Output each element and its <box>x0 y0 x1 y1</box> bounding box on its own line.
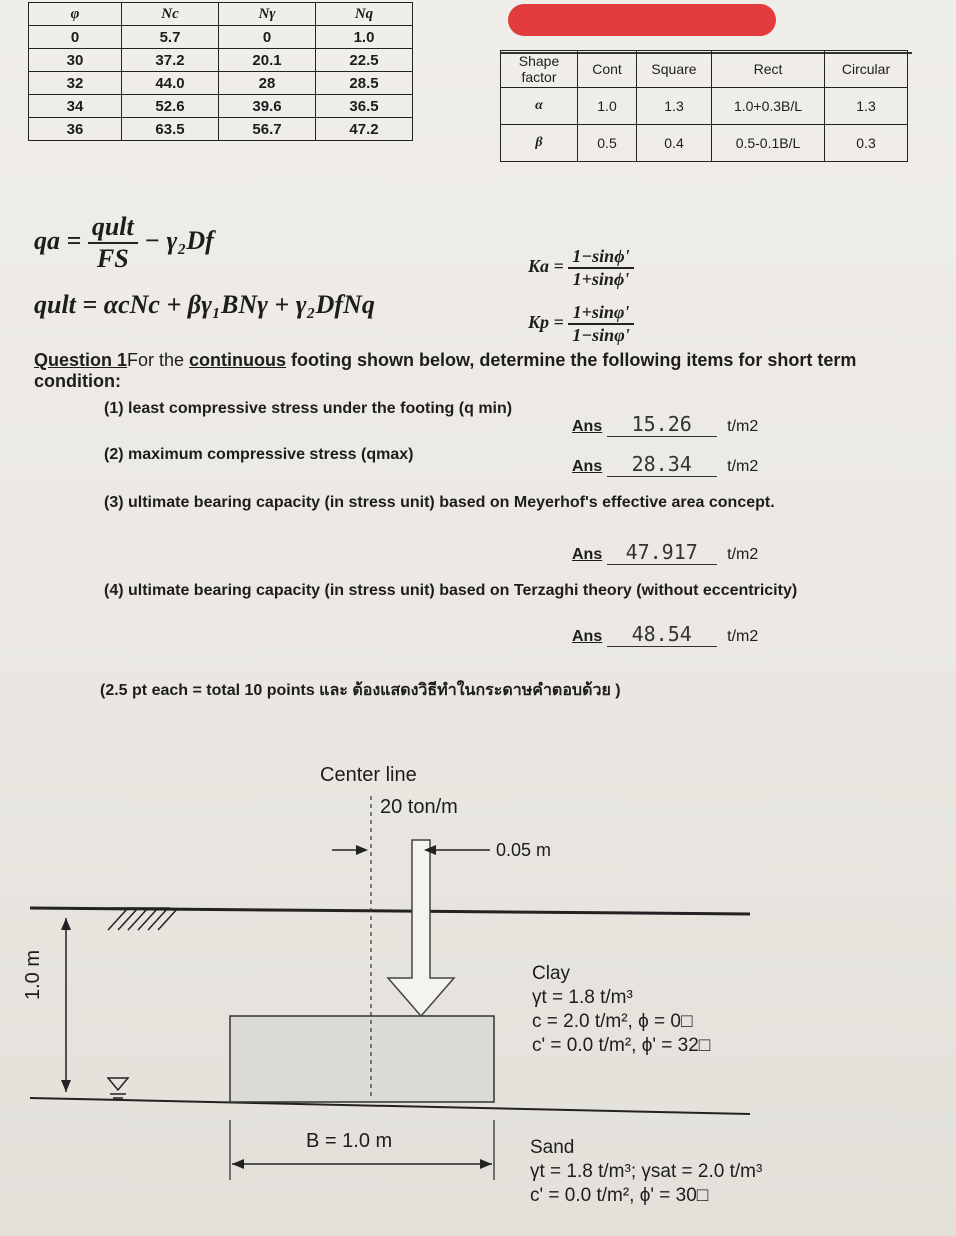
center-line-label: Center line <box>320 764 417 786</box>
table-cell: 28 <box>219 72 316 95</box>
qa-tail: − γ₂Df <box>144 225 214 255</box>
table-cell: 0.5-0.1B/L <box>712 125 825 162</box>
kp-fraction <box>568 302 633 346</box>
table-cell: 32 <box>29 72 122 95</box>
item-1-text: (1) least compressive stress under the footing (q min) <box>104 400 513 417</box>
table-header-row <box>501 51 908 88</box>
table-cell: 37.2 <box>122 49 219 72</box>
table-cell: 20.1 <box>219 49 316 72</box>
table-row <box>29 72 413 95</box>
table-cell: α <box>501 88 578 125</box>
points-note: (2.5 pt each = total 10 points และ ต้องแสดงวิธีทำในกระดาษคำตอบด้วย ) <box>100 682 621 699</box>
shape-factor-table <box>500 50 908 162</box>
clay-unit-weight: γt = 1.8 t/m³ <box>532 987 633 1008</box>
answer-value: 15.26 <box>607 412 717 437</box>
intro-pre: For the <box>127 350 190 370</box>
table-cell: 36 <box>29 118 122 141</box>
load-arrow-icon <box>388 840 454 1016</box>
table-cell: 28.5 <box>316 72 413 95</box>
question-label: Question 1 <box>34 350 128 370</box>
unit-label: t/m2 <box>727 546 759 563</box>
table-header: Nc <box>122 3 219 26</box>
clay-properties <box>532 962 710 1058</box>
table-cell: 39.6 <box>219 95 316 118</box>
table-cell: 0.4 <box>637 125 712 162</box>
ground-hatch-icon <box>108 908 178 930</box>
table-cell: 36.5 <box>316 95 413 118</box>
item-4-text: (4) ultimate bearing capacity (in stress unit) based on Terzaghi theory (without eccentricity) <box>104 582 798 599</box>
table-row <box>29 49 413 72</box>
ans-label: Ans <box>572 546 603 563</box>
ka-formula <box>528 246 634 290</box>
intro-post: footing shown below, determine the following items for short term condition: <box>34 350 857 391</box>
table-cell: 47.2 <box>316 118 413 141</box>
table-row <box>29 118 413 141</box>
arrow-left-icon <box>232 1159 244 1169</box>
table-cell: 52.6 <box>122 95 219 118</box>
clay-effective-strength: c' = 0.0 t/m², ϕ' = 32□ <box>532 1035 711 1056</box>
table-header: Shape factor <box>501 51 578 88</box>
arrow-down-icon <box>61 1080 71 1092</box>
qa-lhs: qa = <box>34 225 82 255</box>
redaction-mark <box>508 4 776 36</box>
item-1-answer <box>572 412 758 437</box>
ans-label: Ans <box>572 628 603 645</box>
kp-lhs: Kp = <box>528 312 564 333</box>
arrow-right-icon <box>480 1159 492 1169</box>
kp-numerator: 1+sinφ' <box>568 302 633 325</box>
table-row <box>29 26 413 49</box>
arrow-right-icon <box>356 845 368 855</box>
kp-formula <box>528 302 634 346</box>
item-3-text: (3) ultimate bearing capacity (in stress unit) based on Meyerhof's effective area concept. <box>104 494 775 511</box>
table-row <box>501 125 908 162</box>
table-header: Cont <box>578 51 637 88</box>
ans-label: Ans <box>572 418 603 435</box>
table-cell: 56.7 <box>219 118 316 141</box>
ka-lhs: Ka = <box>528 256 564 277</box>
footing-block <box>230 1016 494 1102</box>
table-cell: 1.0+0.3B/L <box>712 88 825 125</box>
sand-unit-weight: γt = 1.8 t/m³; γsat = 2.0 t/m³ <box>530 1161 763 1182</box>
question-intro <box>34 350 944 392</box>
load-label: 20 ton/m <box>380 796 458 818</box>
qa-numerator: qult <box>88 212 138 244</box>
qa-denominator: FS <box>96 244 129 273</box>
clay-title: Clay <box>532 963 571 984</box>
table-cell: 0.3 <box>825 125 908 162</box>
qult-formula: qult = αcNc + βγ₁BNγ + γ₂DfNq <box>34 290 375 319</box>
water-table-icon <box>108 1078 128 1098</box>
ka-numerator: 1−sinϕ' <box>568 246 633 269</box>
table-cell: 1.3 <box>637 88 712 125</box>
table-cell: β <box>501 125 578 162</box>
depth-label: 1.0 m <box>22 949 44 1000</box>
sand-effective-strength: c' = 0.0 t/m², ϕ' = 30□ <box>530 1185 709 1206</box>
qa-formula <box>34 212 214 274</box>
table-cell: 0.5 <box>578 125 637 162</box>
table-cell: 22.5 <box>316 49 413 72</box>
item-2-answer <box>572 452 758 477</box>
table-header: Nq <box>316 3 413 26</box>
item-3-answer <box>572 540 758 565</box>
answer-value: 28.34 <box>607 452 717 477</box>
eccentricity-label: 0.05 m <box>496 840 552 860</box>
unit-label: t/m2 <box>727 418 759 435</box>
table-row <box>29 95 413 118</box>
ans-label: Ans <box>572 458 603 475</box>
table-header: Rect <box>712 51 825 88</box>
ka-denominator: 1+sinϕ' <box>572 269 630 289</box>
table-row <box>501 88 908 125</box>
unit-label: t/m2 <box>727 628 759 645</box>
answer-value: 47.917 <box>607 540 717 565</box>
item-4-answer <box>572 622 758 647</box>
table-header: φ <box>29 3 122 26</box>
table-header: Circular <box>825 51 908 88</box>
arrow-up-icon <box>61 918 71 930</box>
table-cell: 30 <box>29 49 122 72</box>
width-label: B = 1.0 m <box>306 1130 393 1152</box>
table-header-row <box>29 3 413 26</box>
table-header: Nγ <box>219 3 316 26</box>
answer-value: 48.54 <box>607 622 717 647</box>
table-cell: 0 <box>29 26 122 49</box>
table-header: Square <box>637 51 712 88</box>
table-cell: 0 <box>219 26 316 49</box>
kp-denominator: 1−sinφ' <box>572 325 630 345</box>
ka-fraction <box>568 246 633 290</box>
table-cell: 34 <box>29 95 122 118</box>
table-cell: 63.5 <box>122 118 219 141</box>
intro-emphasis: continuous <box>189 350 287 370</box>
table-cell: 44.0 <box>122 72 219 95</box>
unit-label: t/m2 <box>727 458 759 475</box>
table-cell: 1.0 <box>578 88 637 125</box>
table-cell: 1.3 <box>825 88 908 125</box>
footing-diagram <box>0 740 956 1236</box>
table-cell: 5.7 <box>122 26 219 49</box>
sand-properties <box>530 1136 762 1208</box>
table-cell: 1.0 <box>316 26 413 49</box>
clay-total-strength: c = 2.0 t/m², ϕ = 0□ <box>532 1011 693 1032</box>
qa-fraction <box>88 212 138 274</box>
item-2-text: (2) maximum compressive stress (qmax) <box>104 446 414 463</box>
sand-title: Sand <box>530 1137 575 1158</box>
bearing-factor-table <box>28 2 413 141</box>
